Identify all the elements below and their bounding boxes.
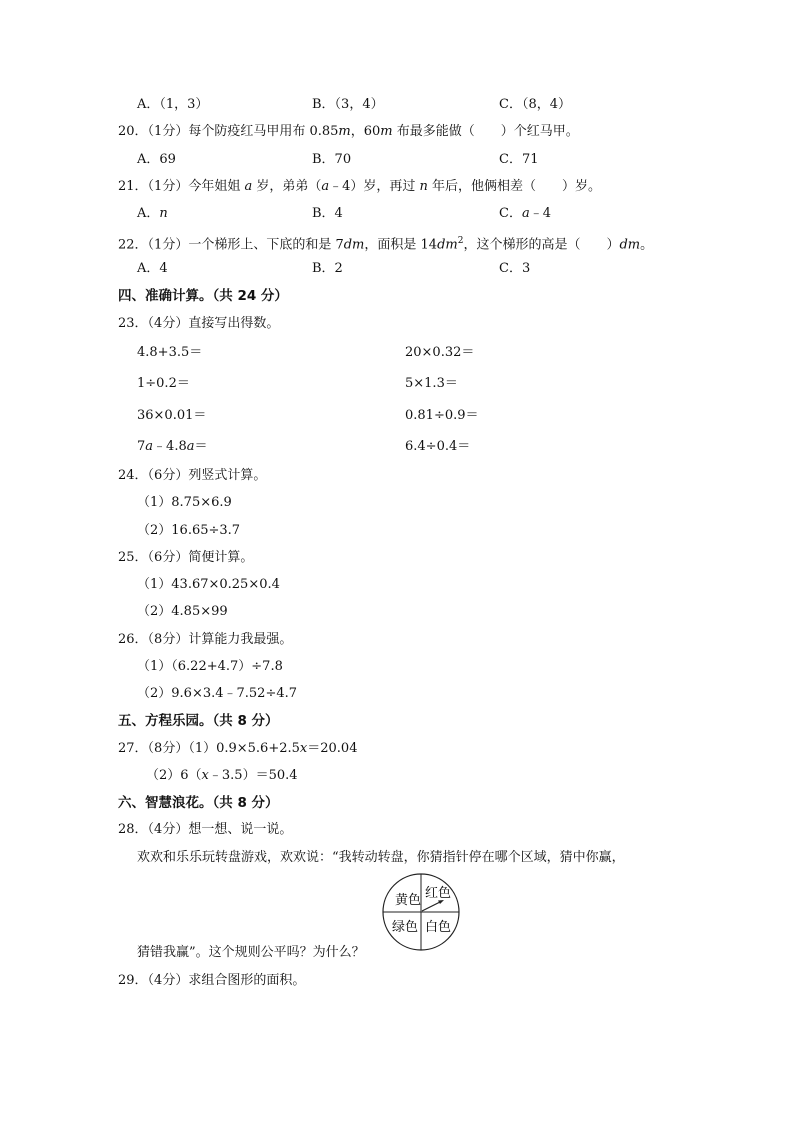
spinner-diagram: [381, 872, 461, 952]
q23-left-1: 4.8+3.5＝: [137, 345, 203, 360]
q23-stem: 23．（4分）直接写出得数。: [118, 316, 280, 331]
q19-option-a: A．（1，3）: [137, 97, 209, 112]
q20-option-c: C．71: [499, 152, 539, 167]
spinner-label-white: 白色: [424, 920, 452, 935]
q21-option-a: A．n: [137, 206, 168, 221]
q26-item-2: （2）9.6×3.4﹣7.52÷4.7: [137, 686, 298, 701]
q24-item-1: （1）8.75×6.9: [137, 495, 232, 510]
q27-eq-1: 27．（8分）（1）0.9×5.6+2.5x＝20.04: [118, 741, 358, 756]
q27-eq-2: （2）6（x﹣3.5）＝50.4: [146, 768, 298, 783]
q23-left-3: 36×0.01＝: [137, 408, 207, 423]
q26-item-1: （1）（6.22+4.7）÷7.8: [137, 659, 283, 674]
section-4-heading: 四、准确计算。（共 24 分）: [118, 288, 288, 304]
q21-option-b: B．4: [312, 206, 343, 221]
q24-item-2: （2）16.65÷3.7: [137, 523, 241, 538]
q19-option-c: C．（8，4）: [499, 97, 571, 112]
q23-right-3: 0.81÷0.9＝: [405, 408, 479, 423]
q21-stem: 21．（1分）今年姐姐 a 岁，弟弟（a﹣4）岁，再过 n 年后，他俩相差（ ）岁。: [118, 179, 602, 194]
q29-stem: 29．（4分）求组合图形的面积。: [118, 973, 306, 988]
q24-stem: 24．（6分）列竖式计算。: [118, 468, 267, 483]
q23-right-2: 5×1.3＝: [405, 376, 458, 391]
q22-option-b: B．2: [312, 261, 343, 276]
q20-option-b: B．70: [312, 152, 352, 167]
section-6-heading: 六、智慧浪花。（共 8 分）: [118, 795, 279, 811]
spinner-label-yellow: 黄色: [394, 893, 422, 908]
q23-right-4: 6.4÷0.4＝: [405, 439, 471, 454]
q22-stem: 22．（1分）一个梯形上、下底的和是 7dm，面积是 $14dm^2$，这个梯形的高是（ ）dm。: [118, 236, 654, 253]
q21-option-c: C．a﹣4: [499, 206, 551, 221]
q23-left-4: 7a﹣4.8a＝: [137, 439, 208, 454]
q25-stem: 25．（6分）简便计算。: [118, 550, 254, 565]
q28-stem: 28．（4分）想一想、说一说。: [118, 822, 293, 837]
q25-item-1: （1）43.67×0.25×0.4: [137, 577, 280, 592]
q20-stem: 20．（1分）每个防疫红马甲用布 0.85m，60m 布最多能做（ ）个红马甲。: [118, 124, 579, 139]
q26-stem: 26．（8分）计算能力我最强。: [118, 632, 293, 647]
q28-text-line-1: 欢欢和乐乐玩转盘游戏，欢欢说：“我转动转盘，你猜指针停在哪个区域，猜中你赢，: [137, 850, 625, 865]
q20-option-a: A．69: [137, 152, 176, 167]
q23-left-2: 1÷0.2＝: [137, 376, 190, 391]
q25-item-2: （2）4.85×99: [137, 604, 228, 619]
q22-option-c: C．3: [499, 261, 531, 276]
q28-text-line-2: 猜错我赢”。这个规则公平吗？为什么？: [137, 945, 365, 960]
q23-right-1: 20×0.32＝: [405, 345, 475, 360]
q22-option-a: A．4: [137, 261, 168, 276]
q19-option-b: B．（3，4）: [312, 97, 384, 112]
spinner-label-red: 红色: [424, 886, 452, 901]
section-5-heading: 五、方程乐园。（共 8 分）: [118, 713, 279, 729]
spinner-label-green: 绿色: [391, 920, 419, 935]
